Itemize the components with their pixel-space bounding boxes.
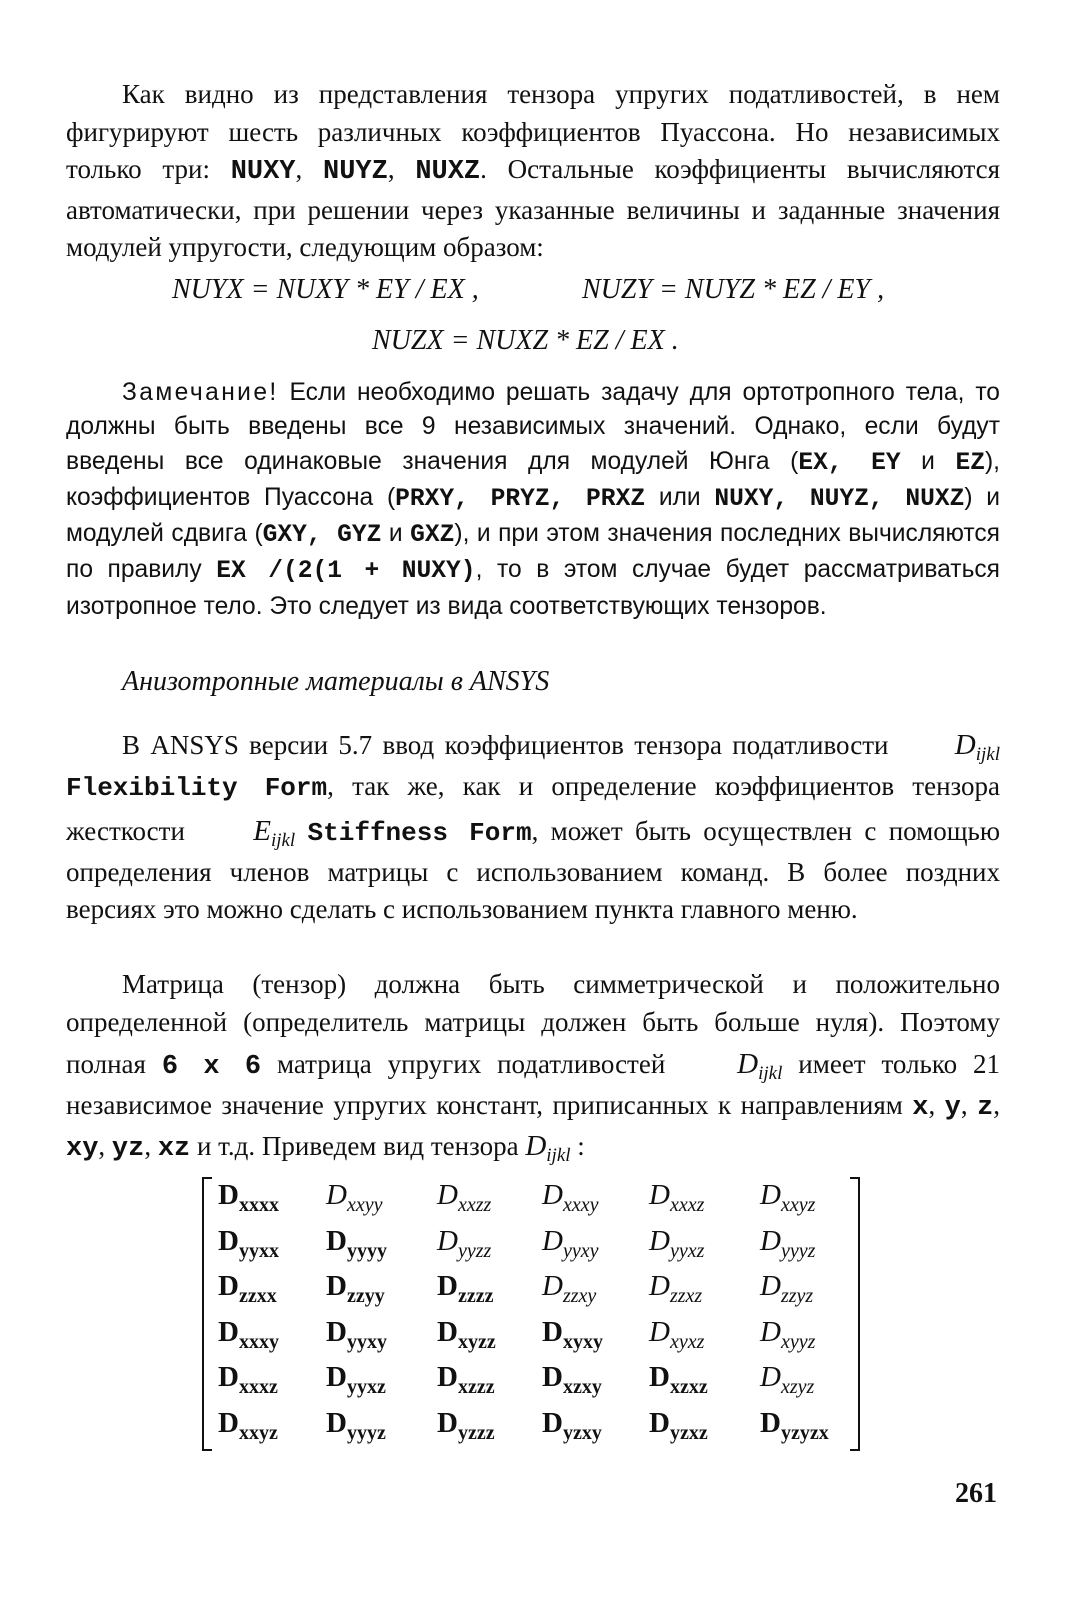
matrix-row [218, 1361, 848, 1406]
page-number: 261 [955, 1478, 997, 1509]
text: : [570, 1130, 585, 1161]
text: ), и при этом значения последних вычисляются по правилу [66, 520, 1000, 584]
matrix-cell: $D_{xxxy}$ [218, 1315, 279, 1353]
matrix-cell: $D_{xxyz}$ [760, 1179, 816, 1216]
matrix-cell: $D_{yzyzx}$ [760, 1406, 829, 1444]
matrix-left-bracket [202, 1177, 212, 1451]
paragraph-ansys-versions [66, 722, 1000, 929]
matrix-row [218, 1225, 848, 1270]
code-z: z [977, 1093, 994, 1124]
text: , [993, 1090, 1001, 1121]
matrix-cell: $D_{xxxy}$ [542, 1179, 599, 1216]
code-flexibility-form: Flexibility Form [66, 773, 328, 803]
code-nuxz: NUXZ [415, 157, 481, 188]
matrix-cell: $D_{xzxz}$ [649, 1361, 708, 1398]
matrix-cell: $D_{yyyy}$ [326, 1224, 387, 1262]
matrix-row [218, 1316, 848, 1361]
code-ex-ey: EX, EY [798, 449, 901, 477]
symbol-d-ijkl: $D_{ijkl}$ [737, 1048, 783, 1085]
code-gxz: GXZ [410, 522, 455, 550]
equation-nuyx: NUYX = NUXY * EY / EX , [172, 274, 479, 305]
compliance-matrix [202, 1177, 860, 1449]
matrix-cell: $D_{xyyz}$ [760, 1315, 816, 1353]
matrix-cell: $D_{xyxy}$ [542, 1315, 603, 1353]
text: , [144, 1130, 158, 1161]
text: . Остальные коэффициенты вычисляются автоматически, при решении через указанные величины и заданные значения модулей упругости, следующим образом: [66, 154, 1000, 263]
code-rule: EX /(2(1 + NUXY) [216, 558, 476, 586]
matrix-cell: $D_{yzxy}$ [542, 1406, 602, 1444]
symbol-d-ijkl: $D_{ijkl}$ [954, 729, 1000, 765]
matrix-cell: $D_{yyxy}$ [326, 1315, 387, 1353]
symbol-d-ijkl: $D_{ijkl}$ [525, 1129, 571, 1166]
matrix-row [218, 1407, 848, 1452]
matrix-cell: $D_{xyxz}$ [649, 1315, 705, 1353]
matrix-cell: $D_{zzxy}$ [542, 1270, 597, 1307]
text: , так же, как и определение коэффициентов тензора жесткости [66, 771, 1001, 846]
text: ) и модулей сдвига ( [66, 483, 1001, 548]
matrix-cell: $D_{yyzz}$ [437, 1224, 492, 1262]
text: , [928, 1090, 945, 1121]
text: или [645, 483, 715, 511]
matrix-cell: $D_{xyzz}$ [437, 1315, 496, 1353]
text: , [98, 1130, 112, 1161]
code-xz: xz [157, 1133, 191, 1164]
matrix-cell: $D_{xxyz}$ [218, 1406, 278, 1444]
matrix-cell: $D_{yyyz}$ [326, 1406, 386, 1444]
matrix-row [218, 1270, 848, 1315]
matrix-right-bracket [850, 1177, 860, 1451]
code-y: y [944, 1093, 961, 1124]
matrix-cell: $D_{yyxy}$ [542, 1224, 599, 1262]
matrix-cell: $D_{yzxz}$ [649, 1406, 708, 1444]
code-prxy: PRXY, PRYZ, PRXZ [395, 485, 646, 513]
matrix-cell: $D_{xxxz}$ [218, 1361, 278, 1398]
matrix-cell: $D_{yyxx}$ [218, 1224, 279, 1262]
matrix-cell: $D_{xzyz}$ [760, 1361, 815, 1398]
text: , то в этом случае будет рассматриваться изотропное тело. Это следует из вида соответствующих тензоров. [66, 556, 1000, 620]
code-xy: xy [66, 1133, 99, 1164]
matrix-cell: $D_{zzyy}$ [326, 1270, 385, 1307]
text: и т.д. Приведем вид тензора [190, 1130, 526, 1161]
code-nuxy: NUXY [230, 157, 296, 188]
matrix-cell: $D_{zzyz}$ [760, 1270, 814, 1307]
code-ez: EZ [955, 449, 985, 477]
text: , [295, 154, 323, 185]
code-yz: yz [111, 1133, 145, 1164]
matrix-cell: $D_{xzxy}$ [542, 1361, 602, 1398]
section-heading: Анизотропные материалы в ANSYS [122, 666, 550, 697]
text: , [387, 154, 416, 185]
text: имеет только 21 независимое значение упругих констант, приписанных к направлениям [66, 1049, 1000, 1121]
symbol-e-ijkl: $E_{ijkl}$ [253, 814, 296, 851]
text: матрица упругих податливостей [261, 1049, 682, 1080]
text: ), коэффициентов Пуассона ( [66, 447, 1000, 511]
text: , может быть осуществлен с помощью определения членов матрицы с использованием команд. В более поздних версиях это можно сделать с использованием пункта главного меню. [66, 815, 1001, 925]
code-6x6: 6 x 6 [161, 1052, 262, 1083]
text: Матрица (тензор) должна быть симметрической и положительно определенной (определитель матрицы должен быть больше нуля). Поэтому полная [66, 969, 1000, 1080]
matrix-cell: $D_{xxxx}$ [218, 1179, 279, 1216]
matrix-cell: $D_{xzzz}$ [437, 1361, 495, 1398]
text: Если необходимо решать задачу для ортотропного тела, то должны быть введены все 9 независимых значений. Однако, если будут введены все одинаковые значения для модулей Юнга ( [66, 379, 1000, 475]
code-gxy: GXY, GYZ [262, 522, 382, 550]
paragraph-poisson-intro [66, 76, 1000, 267]
equation-nuzy: NUZY = NUYZ * EZ / EY , [582, 274, 885, 305]
code-x: x [912, 1093, 929, 1124]
matrix-cell: $D_{xxxz}$ [649, 1179, 705, 1216]
code-nuxy-list: NUXY, NUYZ, NUXZ [714, 485, 965, 513]
matrix-cell: $D_{zzzz}$ [437, 1270, 494, 1307]
matrix-cell: $D_{zzxx}$ [218, 1270, 277, 1307]
text: Как видно из представления тензора упругих податливостей, в нем фигурируют шесть различных коэффициентов Пуассона. Но независимых только три: [66, 79, 1000, 185]
matrix-cell: $D_{yzzz}$ [437, 1406, 495, 1444]
matrix-cell: $D_{yyyz}$ [760, 1224, 816, 1262]
text: и [900, 447, 956, 475]
matrix-row [218, 1179, 848, 1224]
matrix-cell: $D_{yyxz}$ [326, 1361, 386, 1398]
matrix-cell: $D_{zzxz}$ [649, 1270, 703, 1307]
paragraph-matrix-intro [66, 966, 1000, 1168]
note-paragraph [66, 376, 1000, 624]
text: В ANSYS версии 5.7 ввод коэффициентов тензора податливости [122, 730, 899, 760]
code-stiffness-form: Stiffness Form [307, 817, 532, 848]
matrix-cell: $D_{yyxz}$ [649, 1224, 705, 1262]
text: , [960, 1090, 978, 1121]
code-nuyz: NUYZ [323, 157, 388, 188]
text: и [381, 520, 411, 548]
matrix-cell: $D_{xxzz}$ [437, 1179, 492, 1216]
equation-nuzx: NUZX = NUXZ * EZ / EX . [372, 325, 679, 356]
matrix-cell: $D_{xxyy}$ [326, 1179, 383, 1216]
note-label: Замечание! [122, 379, 279, 406]
